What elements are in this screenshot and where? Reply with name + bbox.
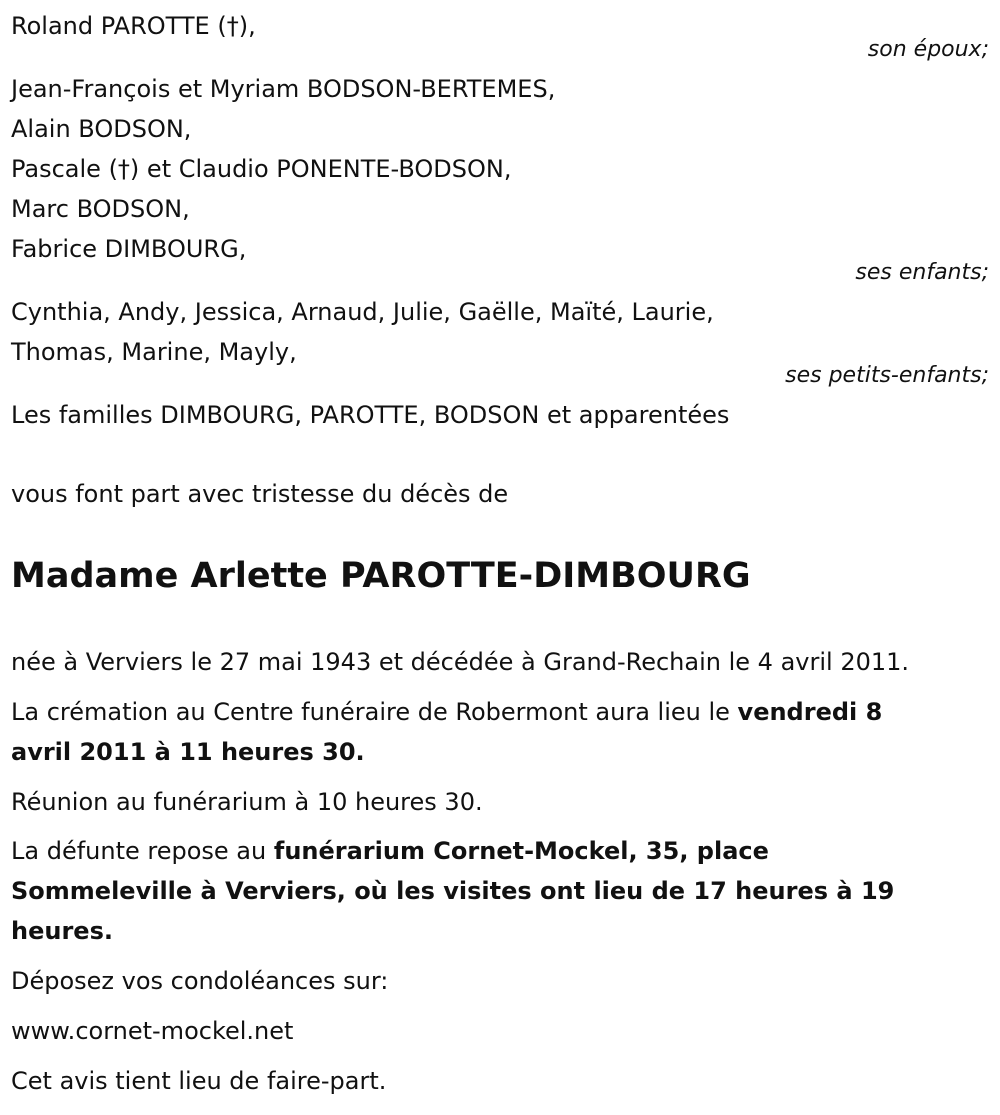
husband-role: son époux; xyxy=(867,37,989,62)
cremation-prefix: La crémation au Centre funéraire de Robermont aura lieu le xyxy=(11,698,730,726)
closing-line: Cet avis tient lieu de faire-part. xyxy=(11,1067,387,1095)
children-role: ses enfants; xyxy=(855,260,989,285)
website-link[interactable]: www.cornet-mockel.net xyxy=(11,1017,294,1045)
child-line-5: Fabrice DIMBOURG, xyxy=(11,235,247,263)
repose-line-1 xyxy=(11,831,769,871)
birth-death-line: née à Verviers le 27 mai 1943 et décédée à Grand-Rechain le 4 avril 2011. xyxy=(11,648,910,676)
repose-line-3 xyxy=(11,911,113,951)
cremation-line-1 xyxy=(11,692,882,732)
grandchild-line-2: Thomas, Marine, Mayly, xyxy=(11,338,297,366)
deceased-name: Madame Arlette PAROTTE-DIMBOURG xyxy=(11,556,751,596)
reunion-line: Réunion au funérarium à 10 heures 30. xyxy=(11,788,483,816)
repose-prefix: La défunte repose au xyxy=(11,837,267,865)
repose-location-part-2: Sommeleville à Verviers, où les visites ont lieu de 17 heures à 19 xyxy=(11,877,895,905)
repose-line-2 xyxy=(11,871,894,911)
condolences-label: Déposez vos condoléances sur: xyxy=(11,967,389,995)
cremation-date-part-1: vendredi 8 xyxy=(737,698,883,726)
child-line-4: Marc BODSON, xyxy=(11,195,190,223)
child-line-2: Alain BODSON, xyxy=(11,115,192,143)
families-line: Les familles DIMBOURG, PAROTTE, BODSON et apparentées xyxy=(11,401,730,429)
child-line-1: Jean-François et Myriam BODSON-BERTEMES, xyxy=(11,75,556,103)
repose-location-part-1: funérarium Cornet-Mockel, 35, place xyxy=(273,837,769,865)
repose-location-part-3: heures. xyxy=(11,917,113,945)
cremation-date-part-2: avril 2011 à 11 heures 30. xyxy=(11,738,365,766)
grandchildren-role: ses petits-enfants; xyxy=(785,363,989,388)
cremation-line-2 xyxy=(11,732,365,772)
husband-line: Roland PAROTTE (†), xyxy=(11,12,256,40)
grandchild-line-1: Cynthia, Andy, Jessica, Arnaud, Julie, Gaëlle, Maïté, Laurie, xyxy=(11,298,714,326)
child-line-3: Pascale (†) et Claudio PONENTE-BODSON, xyxy=(11,155,512,183)
announcement-line: vous font part avec tristesse du décès de xyxy=(11,480,509,508)
